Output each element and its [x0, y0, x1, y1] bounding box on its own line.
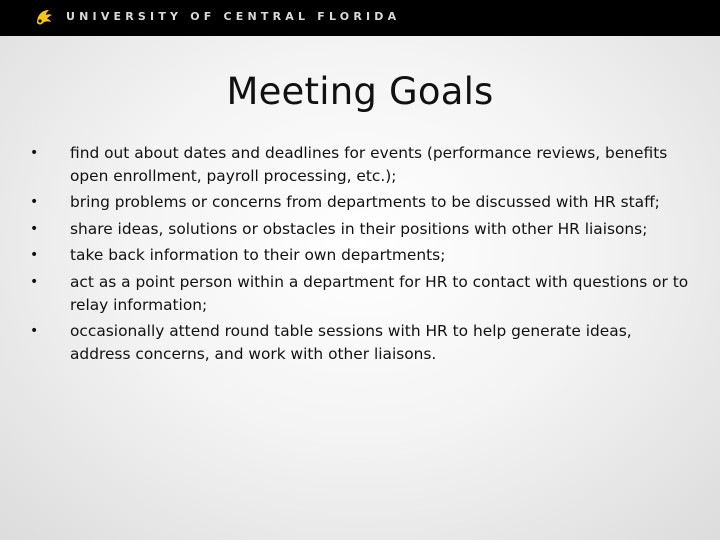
bullet-text: share ideas, solutions or obstacles in their positions with other HR liaisons; [70, 219, 648, 238]
bullet-text: find out about dates and deadlines for events (performance reviews, benefits open enrollment, payroll processing, etc.); [70, 144, 668, 185]
bullet-item [30, 244, 690, 267]
bullet-marker: • [30, 273, 39, 290]
slide-title: Meeting Goals [226, 70, 494, 113]
bullet-item [30, 142, 690, 187]
bullet-item [30, 191, 690, 214]
bullet-item [30, 320, 690, 365]
bullet-text: bring problems or concerns from departments to be discussed with HR staff; [70, 193, 660, 212]
bullet-marker: • [30, 247, 39, 264]
bullet-item [30, 271, 690, 316]
bullet-marker: • [30, 220, 39, 237]
bullet-marker: • [30, 194, 39, 211]
pegasus-logo-icon [33, 6, 55, 28]
bullet-text: take back information to their own departments; [70, 246, 446, 265]
header-bar [0, 0, 720, 36]
bullet-item [30, 218, 690, 241]
bullet-marker: • [30, 323, 39, 340]
bullet-marker: • [30, 145, 39, 161]
bullet-text: act as a point person within a department for HR to contact with questions or to relay information; [70, 272, 689, 314]
bullet-text: occasionally attend round table sessions with HR to help generate ideas, address concerns, and work with other liaisons. [70, 322, 632, 363]
bullet-list [30, 142, 690, 369]
brand-wordmark: UNIVERSITY OF CENTRAL FLORIDA [66, 10, 401, 23]
